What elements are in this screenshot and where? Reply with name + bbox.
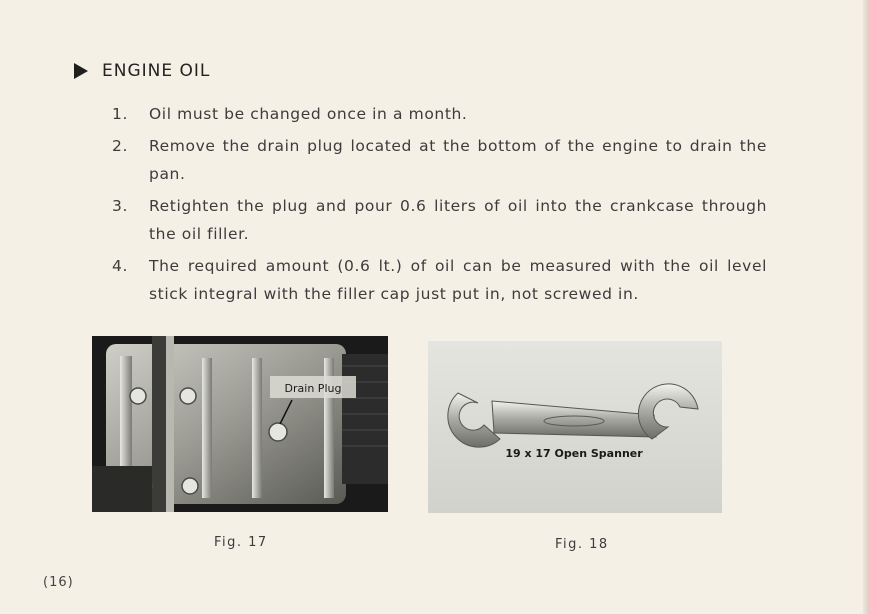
- page-number: (16): [43, 575, 74, 590]
- instruction-step: [112, 252, 767, 308]
- instruction-step: [112, 100, 767, 128]
- drain-plug-label: Drain Plug: [284, 382, 342, 395]
- step-number: 4.: [112, 257, 128, 275]
- bullet-triangle-icon: [74, 63, 88, 79]
- section-heading: [74, 58, 210, 84]
- step-text: Retighten the plug and pour 0.6 liters of oil into the crankcase through the oil filler.: [149, 197, 767, 243]
- spanner-photo: [428, 341, 722, 513]
- instruction-list: [112, 100, 767, 312]
- spanner-label: 19 x 17 Open Spanner: [505, 447, 643, 460]
- engine-photo: [92, 336, 388, 512]
- step-number: 1.: [112, 105, 128, 123]
- step-text: The required amount (0.6 lt.) of oil can be measured with the oil level stick integral with the filler cap just put in, not screwed in.: [149, 257, 767, 303]
- figure-caption-18: Fig. 18: [555, 537, 609, 552]
- instruction-step: [112, 192, 767, 248]
- section-title: ENGINE OIL: [102, 61, 211, 81]
- step-text: Remove the drain plug located at the bottom of the engine to drain the pan.: [149, 137, 767, 183]
- instruction-step: [112, 132, 767, 188]
- step-number: 3.: [112, 197, 128, 215]
- page-edge: [863, 0, 869, 614]
- step-text: Oil must be changed once in a month.: [149, 105, 468, 123]
- step-number: 2.: [112, 137, 128, 155]
- figure-caption-17: Fig. 17: [214, 535, 268, 550]
